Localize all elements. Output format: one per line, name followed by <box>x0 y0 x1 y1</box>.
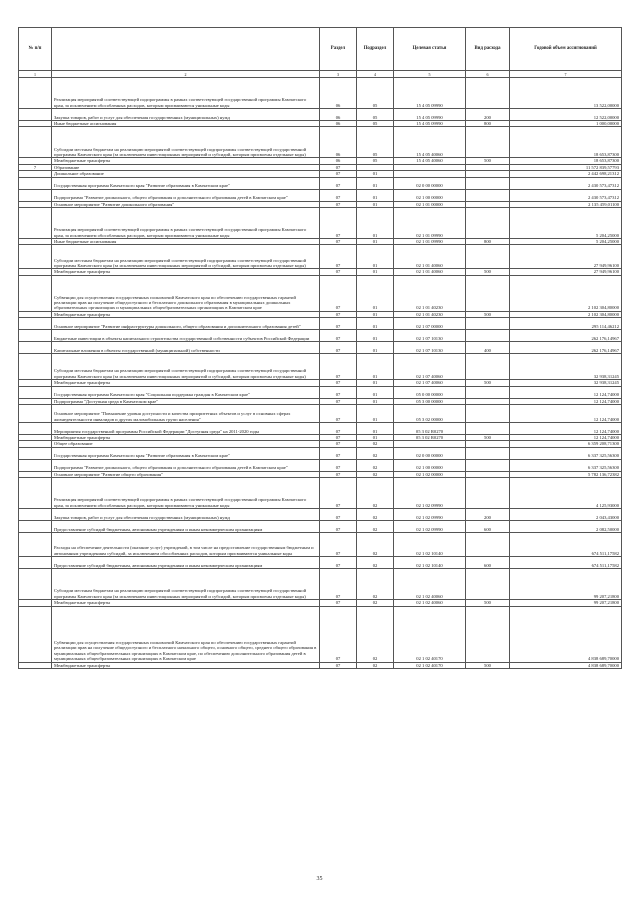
row-name: Межбюджетные трансферты <box>52 600 320 606</box>
row-subsection: 01 <box>357 311 394 317</box>
row-annual-total: 12 124,74000 <box>510 435 622 441</box>
table-row <box>19 127 622 158</box>
row-annual-total: 99 207,21800 <box>510 600 622 606</box>
row-target-item: 02 1 07 40060 <box>394 380 466 386</box>
row-target-item: 02 0 00 00000 <box>394 177 466 189</box>
row-annual-total: 12 522,00000 <box>510 109 622 121</box>
row-target-item: 02 0 00 00000 <box>394 447 466 459</box>
column-number: 7 <box>510 71 622 78</box>
row-name: Основное мероприятие "Развитие общего образования" <box>52 471 320 477</box>
row-name: Основное мероприятие "Развитие дошкольного образования" <box>52 201 320 207</box>
row-number <box>19 386 52 398</box>
table-row <box>19 509 622 521</box>
row-annual-total: 2 102 304,80000 <box>510 275 622 311</box>
row-name: Капитальные вложения в объекты государственной (муниципальной) собственности <box>52 342 320 354</box>
row-section: 07 <box>320 662 357 668</box>
row-name: Предоставление субсидий бюджетным, автономным учреждениям и иным некоммерческим организациям <box>52 557 320 569</box>
row-subsection: 01 <box>357 398 394 404</box>
row-name: Закупка товаров, работ и услуг для обеспечения государственных (муниципальных) нужд <box>52 509 320 521</box>
row-section: 07 <box>320 164 357 170</box>
row-name: Государственная программа Камчатского края "Развитие образования в Камчатском крае" <box>52 447 320 459</box>
row-name: Субсидии местным бюджетам на реализацию мероприятий соответствующей подпрограммы соответствующей государственной программы Камчатского края (за исключением инвестиционных мероприятий и субсидий, которым присвоены отдельные коды) <box>52 569 320 600</box>
row-annual-total: 5 782 136,72382 <box>510 471 622 477</box>
row-annual-total: 6 337 325,56300 <box>510 447 622 459</box>
row-annual-total: 2 430 573,47312 <box>510 189 622 201</box>
row-name: Субвенции для осуществления государственных полномочий Камчатского края по обеспечению государственных гарантий реализации прав на получение общедоступного и бесплатного начального общего, основного общего, среднего общего образования в муниципальных общеобразовательных организациях в Камчатском крае, по обеспечению дополнительного образования детей в муниципальных общеобразовательных организациях в Камчатском крае <box>52 606 320 662</box>
row-name: Межбюджетные трансферты <box>52 311 320 317</box>
row-annual-total: 12 124,74000 <box>510 386 622 398</box>
table-row <box>19 478 622 509</box>
row-section: 06 <box>320 121 357 127</box>
row-target-item: 02 1 01 40060 <box>394 269 466 275</box>
table-row <box>19 662 622 668</box>
row-annual-total: 2 135 459,01100 <box>510 201 622 207</box>
row-subsection: 01 <box>357 275 394 311</box>
table-row <box>19 109 622 121</box>
row-section: 07 <box>320 342 357 354</box>
row-annual-total: 4 838 689,70000 <box>510 662 622 668</box>
row-number <box>19 521 52 533</box>
row-annual-total: 27 949,96100 <box>510 269 622 275</box>
row-name: Субсидии местным бюджетам на реализацию мероприятий соответствующей подпрограммы соответствующей государственной программы Камчатского края (за исключением инвестиционных мероприятий и субсидий, которым присвоены отдельные коды) <box>52 245 320 269</box>
row-expense-type: 600 <box>466 557 510 569</box>
row-number <box>19 478 52 509</box>
column-number: 4 <box>357 71 394 78</box>
row-name: Государственная программа Камчатского края "Социальная поддержка граждан в Камчатском крае" <box>52 386 320 398</box>
row-target-item: 02 1 01 09990 <box>394 208 466 239</box>
row-target-item: 02 1 01 40060 <box>394 245 466 269</box>
row-subsection: 01 <box>357 269 394 275</box>
row-name: Образование <box>52 164 320 170</box>
row-target-item: 02 1 02 10140 <box>394 533 466 557</box>
row-expense-type <box>466 386 510 398</box>
row-target-item: 05 3 02 R0270 <box>394 423 466 435</box>
row-subsection: 01 <box>357 423 394 435</box>
row-annual-total: 262 176,14967 <box>510 342 622 354</box>
row-subsection: 01 <box>357 386 394 398</box>
row-target-item: 02 1 02 40170 <box>394 662 466 668</box>
row-subsection: 01 <box>357 208 394 239</box>
row-annual-total: 13 522,00000 <box>510 78 622 109</box>
row-annual-total: 4 838 689,70000 <box>510 606 622 662</box>
row-name: Межбюджетные трансферты <box>52 380 320 386</box>
row-target-item: 05 3 02 R0270 <box>394 435 466 441</box>
header-no: № п/п <box>19 28 52 71</box>
row-annual-total: 5 204,25000 <box>510 208 622 239</box>
row-name: Подпрограмма "Доступная среда в Камчатском крае" <box>52 398 320 404</box>
row-subsection: 01 <box>357 405 394 423</box>
row-target-item: 02 1 02 40170 <box>394 606 466 662</box>
row-subsection: 01 <box>357 201 394 207</box>
row-section: 07 <box>320 521 357 533</box>
row-target-item: 02 1 02 09990 <box>394 509 466 521</box>
row-expense-type <box>466 275 510 311</box>
row-section: 07 <box>320 569 357 600</box>
table-row <box>19 78 622 109</box>
row-number <box>19 509 52 521</box>
row-subsection: 02 <box>357 441 394 447</box>
row-subsection: 05 <box>357 109 394 121</box>
row-annual-total: 12 124,74000 <box>510 423 622 435</box>
row-expense-type: 800 <box>466 239 510 245</box>
row-section: 07 <box>320 201 357 207</box>
row-section: 07 <box>320 600 357 606</box>
table-row <box>19 606 622 662</box>
row-expense-type: 500 <box>466 600 510 606</box>
row-target-item: 02 1 02 40060 <box>394 569 466 600</box>
row-subsection: 01 <box>357 245 394 269</box>
row-number <box>19 127 52 158</box>
row-target-item: 05 0 00 00000 <box>394 386 466 398</box>
row-subsection: 05 <box>357 78 394 109</box>
row-number <box>19 109 52 121</box>
table-row <box>19 569 622 600</box>
row-expense-type: 400 <box>466 342 510 354</box>
row-expense-type <box>466 127 510 158</box>
row-name: Межбюджетные трансферты <box>52 269 320 275</box>
row-expense-type <box>466 533 510 557</box>
row-annual-total: 32 938,31245 <box>510 354 622 380</box>
row-name: Дошкольное образование <box>52 171 320 177</box>
row-annual-total: 674 511,17582 <box>510 557 622 569</box>
row-target-item: 02 1 00 00000 <box>394 459 466 471</box>
table-row <box>19 447 622 459</box>
row-section: 07 <box>320 386 357 398</box>
row-name: Субсидии местным бюджетам на реализацию мероприятий соответствующей подпрограммы соответствующей государственной программы Камчатского края (за исключением инвестиционных мероприятий и субсидий, которым присвоены отдельные коды) <box>52 127 320 158</box>
row-number <box>19 447 52 459</box>
row-number <box>19 354 52 380</box>
row-target-item: 02 1 02 40060 <box>394 600 466 606</box>
row-target-item: 02 1 01 40230 <box>394 311 466 317</box>
row-annual-total: 32 938,31245 <box>510 380 622 386</box>
table-row <box>19 423 622 435</box>
row-subsection: 02 <box>357 600 394 606</box>
row-number <box>19 275 52 311</box>
row-section: 07 <box>320 177 357 189</box>
row-target-item: 02 1 07 10130 <box>394 342 466 354</box>
row-expense-type: 500 <box>466 269 510 275</box>
row-expense-type <box>466 78 510 109</box>
row-name: Субсидии местным бюджетам на реализацию мероприятий соответствующей подпрограммы соответствующей государственной программы Камчатского края (за исключением инвестиционных мероприятий и субсидий, которым присвоены отдельные коды) <box>52 354 320 380</box>
row-section: 06 <box>320 158 357 164</box>
row-annual-total: 4 125,93000 <box>510 478 622 509</box>
row-target-item: 02 1 00 00000 <box>394 189 466 201</box>
table-row <box>19 521 622 533</box>
row-number <box>19 208 52 239</box>
row-expense-type: 500 <box>466 662 510 668</box>
header-section: Раздел <box>320 28 357 71</box>
row-annual-total: 18 653,87300 <box>510 127 622 158</box>
row-expense-type <box>466 245 510 269</box>
table-row <box>19 533 622 557</box>
row-number <box>19 557 52 569</box>
row-subsection: 01 <box>357 318 394 330</box>
row-subsection: 02 <box>357 509 394 521</box>
row-expense-type: 500 <box>466 380 510 386</box>
row-annual-total: 5 204,25000 <box>510 239 622 245</box>
row-expense-type <box>466 447 510 459</box>
row-name: Государственная программа Камчатского края "Развитие образования в Камчатском крае" <box>52 177 320 189</box>
row-name: Иные бюджетные ассигнования <box>52 239 320 245</box>
row-section: 07 <box>320 239 357 245</box>
row-target-item: 02 1 07 00000 <box>394 318 466 330</box>
row-subsection: 01 <box>357 342 394 354</box>
row-name: Межбюджетные трансферты <box>52 158 320 164</box>
row-expense-type <box>466 569 510 600</box>
row-section: 07 <box>320 275 357 311</box>
row-name: Реализация мероприятий соответствующей подпрограммы в рамках соответствующей государственной программы Камчатского края, за исключением обособленных расходов, которым присваиваются уникальные коды <box>52 478 320 509</box>
row-annual-total: 27 949,96100 <box>510 245 622 269</box>
row-annual-total: 1 000,00000 <box>510 121 622 127</box>
row-name: Бюджетные инвестиции в объекты капитального строительства государственной собственности субъектов Российской Федерации <box>52 330 320 342</box>
row-name: Мероприятия государственной программы Российской Федерации "Доступная среда" на 2011-2020 годы <box>52 423 320 435</box>
row-number <box>19 569 52 600</box>
row-number: 7 <box>19 164 52 170</box>
row-section: 07 <box>320 311 357 317</box>
row-annual-total: 674 511,17582 <box>510 533 622 557</box>
table-row <box>19 342 622 354</box>
row-subsection: 01 <box>357 239 394 245</box>
row-section: 06 <box>320 127 357 158</box>
row-section: 07 <box>320 330 357 342</box>
row-section: 07 <box>320 447 357 459</box>
row-expense-type: 200 <box>466 109 510 121</box>
row-section: 07 <box>320 354 357 380</box>
row-subsection: 02 <box>357 521 394 533</box>
row-annual-total: 2 082,50000 <box>510 521 622 533</box>
row-subsection: 02 <box>357 569 394 600</box>
row-subsection: 05 <box>357 158 394 164</box>
row-expense-type <box>466 478 510 509</box>
column-number: 6 <box>466 71 510 78</box>
row-number <box>19 342 52 354</box>
row-expense-type <box>466 423 510 435</box>
row-section: 07 <box>320 189 357 201</box>
row-name: Расходы на обеспечение деятельности (оказание услуг) учреждений, в том числе на предоставление государственным бюджетным и автономным учреждениям субсидий, за исключением обособленных расходов, которым присваиваются уникальные коды <box>52 533 320 557</box>
table-row <box>19 208 622 239</box>
column-number: 3 <box>320 71 357 78</box>
table-row <box>19 189 622 201</box>
row-subsection: 02 <box>357 478 394 509</box>
row-name: Реализация мероприятий соответствующей подпрограммы в рамках соответствующей государственной программы Камчатского края, за исключением обособленных расходов, которым присваиваются уникальные коды <box>52 78 320 109</box>
table-row <box>19 386 622 398</box>
row-subsection: 01 <box>357 171 394 177</box>
row-name: Межбюджетные трансферты <box>52 435 320 441</box>
header-name <box>52 28 320 71</box>
table-row <box>19 330 622 342</box>
row-annual-total: 2 102 304,80000 <box>510 311 622 317</box>
table-row <box>19 557 622 569</box>
row-annual-total: 11 572 839,57793 <box>510 164 622 170</box>
page-number: 35 <box>316 876 323 882</box>
row-annual-total: 12 124,74000 <box>510 405 622 423</box>
row-expense-type: 800 <box>466 121 510 127</box>
row-annual-total: 99 207,21800 <box>510 569 622 600</box>
row-expense-type: 200 <box>466 509 510 521</box>
row-section: 07 <box>320 459 357 471</box>
column-number: 5 <box>394 71 466 78</box>
row-subsection: 01 <box>357 177 394 189</box>
row-target-item: 15 4 05 09990 <box>394 121 466 127</box>
row-number <box>19 330 52 342</box>
row-name: Общее образование <box>52 441 320 447</box>
row-subsection: 01 <box>357 380 394 386</box>
header-target-item: Целевая статья <box>394 28 466 71</box>
row-subsection: 01 <box>357 189 394 201</box>
row-section: 07 <box>320 398 357 404</box>
row-name: Реализация мероприятий соответствующей подпрограммы в рамках соответствующей государственной программы Камчатского края, за исключением обособленных расходов, которым присваиваются уникальные коды <box>52 208 320 239</box>
row-number <box>19 245 52 269</box>
row-annual-total: 2 430 573,47312 <box>510 177 622 189</box>
row-subsection: 02 <box>357 447 394 459</box>
row-section: 07 <box>320 557 357 569</box>
row-target-item: 15 4 05 40060 <box>394 127 466 158</box>
row-section: 07 <box>320 171 357 177</box>
row-expense-type <box>466 189 510 201</box>
row-number <box>19 606 52 662</box>
row-subsection: 02 <box>357 662 394 668</box>
row-target-item: 15 4 05 40060 <box>394 158 466 164</box>
row-section: 07 <box>320 441 357 447</box>
row-expense-type <box>466 177 510 189</box>
row-section: 07 <box>320 478 357 509</box>
row-section: 07 <box>320 509 357 521</box>
row-section: 07 <box>320 208 357 239</box>
table-header-row <box>19 28 622 71</box>
table-row <box>19 459 622 471</box>
row-expense-type <box>466 208 510 239</box>
row-section: 07 <box>320 269 357 275</box>
row-annual-total: 2 043,43000 <box>510 509 622 521</box>
row-expense-type <box>466 354 510 380</box>
row-subsection: 05 <box>357 127 394 158</box>
table-row <box>19 245 622 269</box>
row-number <box>19 177 52 189</box>
row-section: 07 <box>320 405 357 423</box>
row-annual-total: 295 114,46212 <box>510 318 622 330</box>
table-row <box>19 318 622 330</box>
row-subsection: 02 <box>357 471 394 477</box>
row-target-item: 02 1 02 00000 <box>394 471 466 477</box>
row-annual-total: 6 359 208,71300 <box>510 441 622 447</box>
column-number: 2 <box>52 71 320 78</box>
table-row <box>19 405 622 423</box>
row-subsection: 01 <box>357 354 394 380</box>
header-expense-type: Вид расхода <box>466 28 510 71</box>
row-target-item: 02 1 07 10130 <box>394 330 466 342</box>
row-name: Межбюджетные трансферты <box>52 662 320 668</box>
row-target-item: 05 3 00 00000 <box>394 398 466 404</box>
row-section: 06 <box>320 109 357 121</box>
row-target-item: 02 1 01 09990 <box>394 239 466 245</box>
row-target-item: 02 1 01 00000 <box>394 201 466 207</box>
row-number <box>19 423 52 435</box>
row-subsection: 01 <box>357 330 394 342</box>
row-name: Иные бюджетные ассигнования <box>52 121 320 127</box>
row-number <box>19 533 52 557</box>
row-name: Закупка товаров, работ и услуг для обеспечения государственных (муниципальных) нужд <box>52 109 320 121</box>
row-section: 07 <box>320 423 357 435</box>
row-expense-type: 600 <box>466 521 510 533</box>
row-section: 07 <box>320 606 357 662</box>
column-number-row <box>19 71 622 78</box>
row-subsection: 02 <box>357 533 394 557</box>
row-number <box>19 459 52 471</box>
row-name: Основное мероприятие "Повышение уровня доступности и качества приоритетных объектов и услуг в основных сферах жизнедеятельности инвалидов и других маломобильных групп населения" <box>52 405 320 423</box>
row-subsection: 02 <box>357 606 394 662</box>
row-name: Подпрограмма "Развитие дошкольного, общего образования и дополнительного образования детей в Камчатском крае" <box>52 189 320 201</box>
row-name: Основное мероприятие "Развитие инфраструктуры дошкольного, общего образования и дополнительного образования детей" <box>52 318 320 330</box>
table-row <box>19 354 622 380</box>
row-subsection: 02 <box>357 557 394 569</box>
row-expense-type: 500 <box>466 311 510 317</box>
header-annual-total: Годовой объем ассигнований <box>510 28 622 71</box>
row-annual-total: 12 124,74000 <box>510 398 622 404</box>
row-annual-total: 262 176,14967 <box>510 330 622 342</box>
table-row <box>19 177 622 189</box>
row-target-item: 02 1 07 40060 <box>394 354 466 380</box>
row-name: Подпрограмма "Развитие дошкольного, общего образования и дополнительного образования детей в Камчатском крае" <box>52 459 320 471</box>
row-expense-type: 500 <box>466 435 510 441</box>
row-annual-total: 6 337 325,56300 <box>510 459 622 471</box>
row-section: 07 <box>320 435 357 441</box>
row-target-item: 15 4 05 09990 <box>394 109 466 121</box>
row-name: Субвенции для осуществления государственных полномочий Камчатского края по обеспечению государственных гарантий реализации прав на получение общедоступного и бесплатного дошкольного образования в муниципальных дошкольных образовательных организациях и муниципальных общеобразовательных организациях в Камчатском крае <box>52 275 320 311</box>
row-number <box>19 662 52 668</box>
row-expense-type: 500 <box>466 158 510 164</box>
row-expense-type <box>466 459 510 471</box>
row-expense-type <box>466 606 510 662</box>
row-number <box>19 405 52 423</box>
row-target-item: 05 3 02 00000 <box>394 405 466 423</box>
row-section: 07 <box>320 245 357 269</box>
row-target-item: 02 1 01 40230 <box>394 275 466 311</box>
row-subsection: 01 <box>357 435 394 441</box>
row-subsection: 02 <box>357 459 394 471</box>
row-number <box>19 318 52 330</box>
row-section: 07 <box>320 471 357 477</box>
row-number <box>19 189 52 201</box>
budget-table <box>18 27 622 669</box>
row-section: 07 <box>320 318 357 330</box>
row-expense-type <box>466 405 510 423</box>
row-name: Предоставление субсидий бюджетным, автономным учреждениям и иным некоммерческим организациям <box>52 521 320 533</box>
row-section: 07 <box>320 380 357 386</box>
row-target-item: 02 1 02 10140 <box>394 557 466 569</box>
row-target-item: 15 4 05 09990 <box>394 78 466 109</box>
row-target-item: 02 1 02 09990 <box>394 521 466 533</box>
row-section: 07 <box>320 533 357 557</box>
table-row <box>19 275 622 311</box>
column-number: 1 <box>19 71 52 78</box>
row-target-item: 02 1 02 09990 <box>394 478 466 509</box>
row-number <box>19 78 52 109</box>
row-expense-type <box>466 330 510 342</box>
row-section: 06 <box>320 78 357 109</box>
header-subsection: Подраздел <box>357 28 394 71</box>
row-annual-total: 2 442 698,21312 <box>510 171 622 177</box>
row-subsection: 05 <box>357 121 394 127</box>
row-annual-total: 18 653,87300 <box>510 158 622 164</box>
budget-table-sheet <box>18 27 621 669</box>
row-expense-type <box>466 318 510 330</box>
